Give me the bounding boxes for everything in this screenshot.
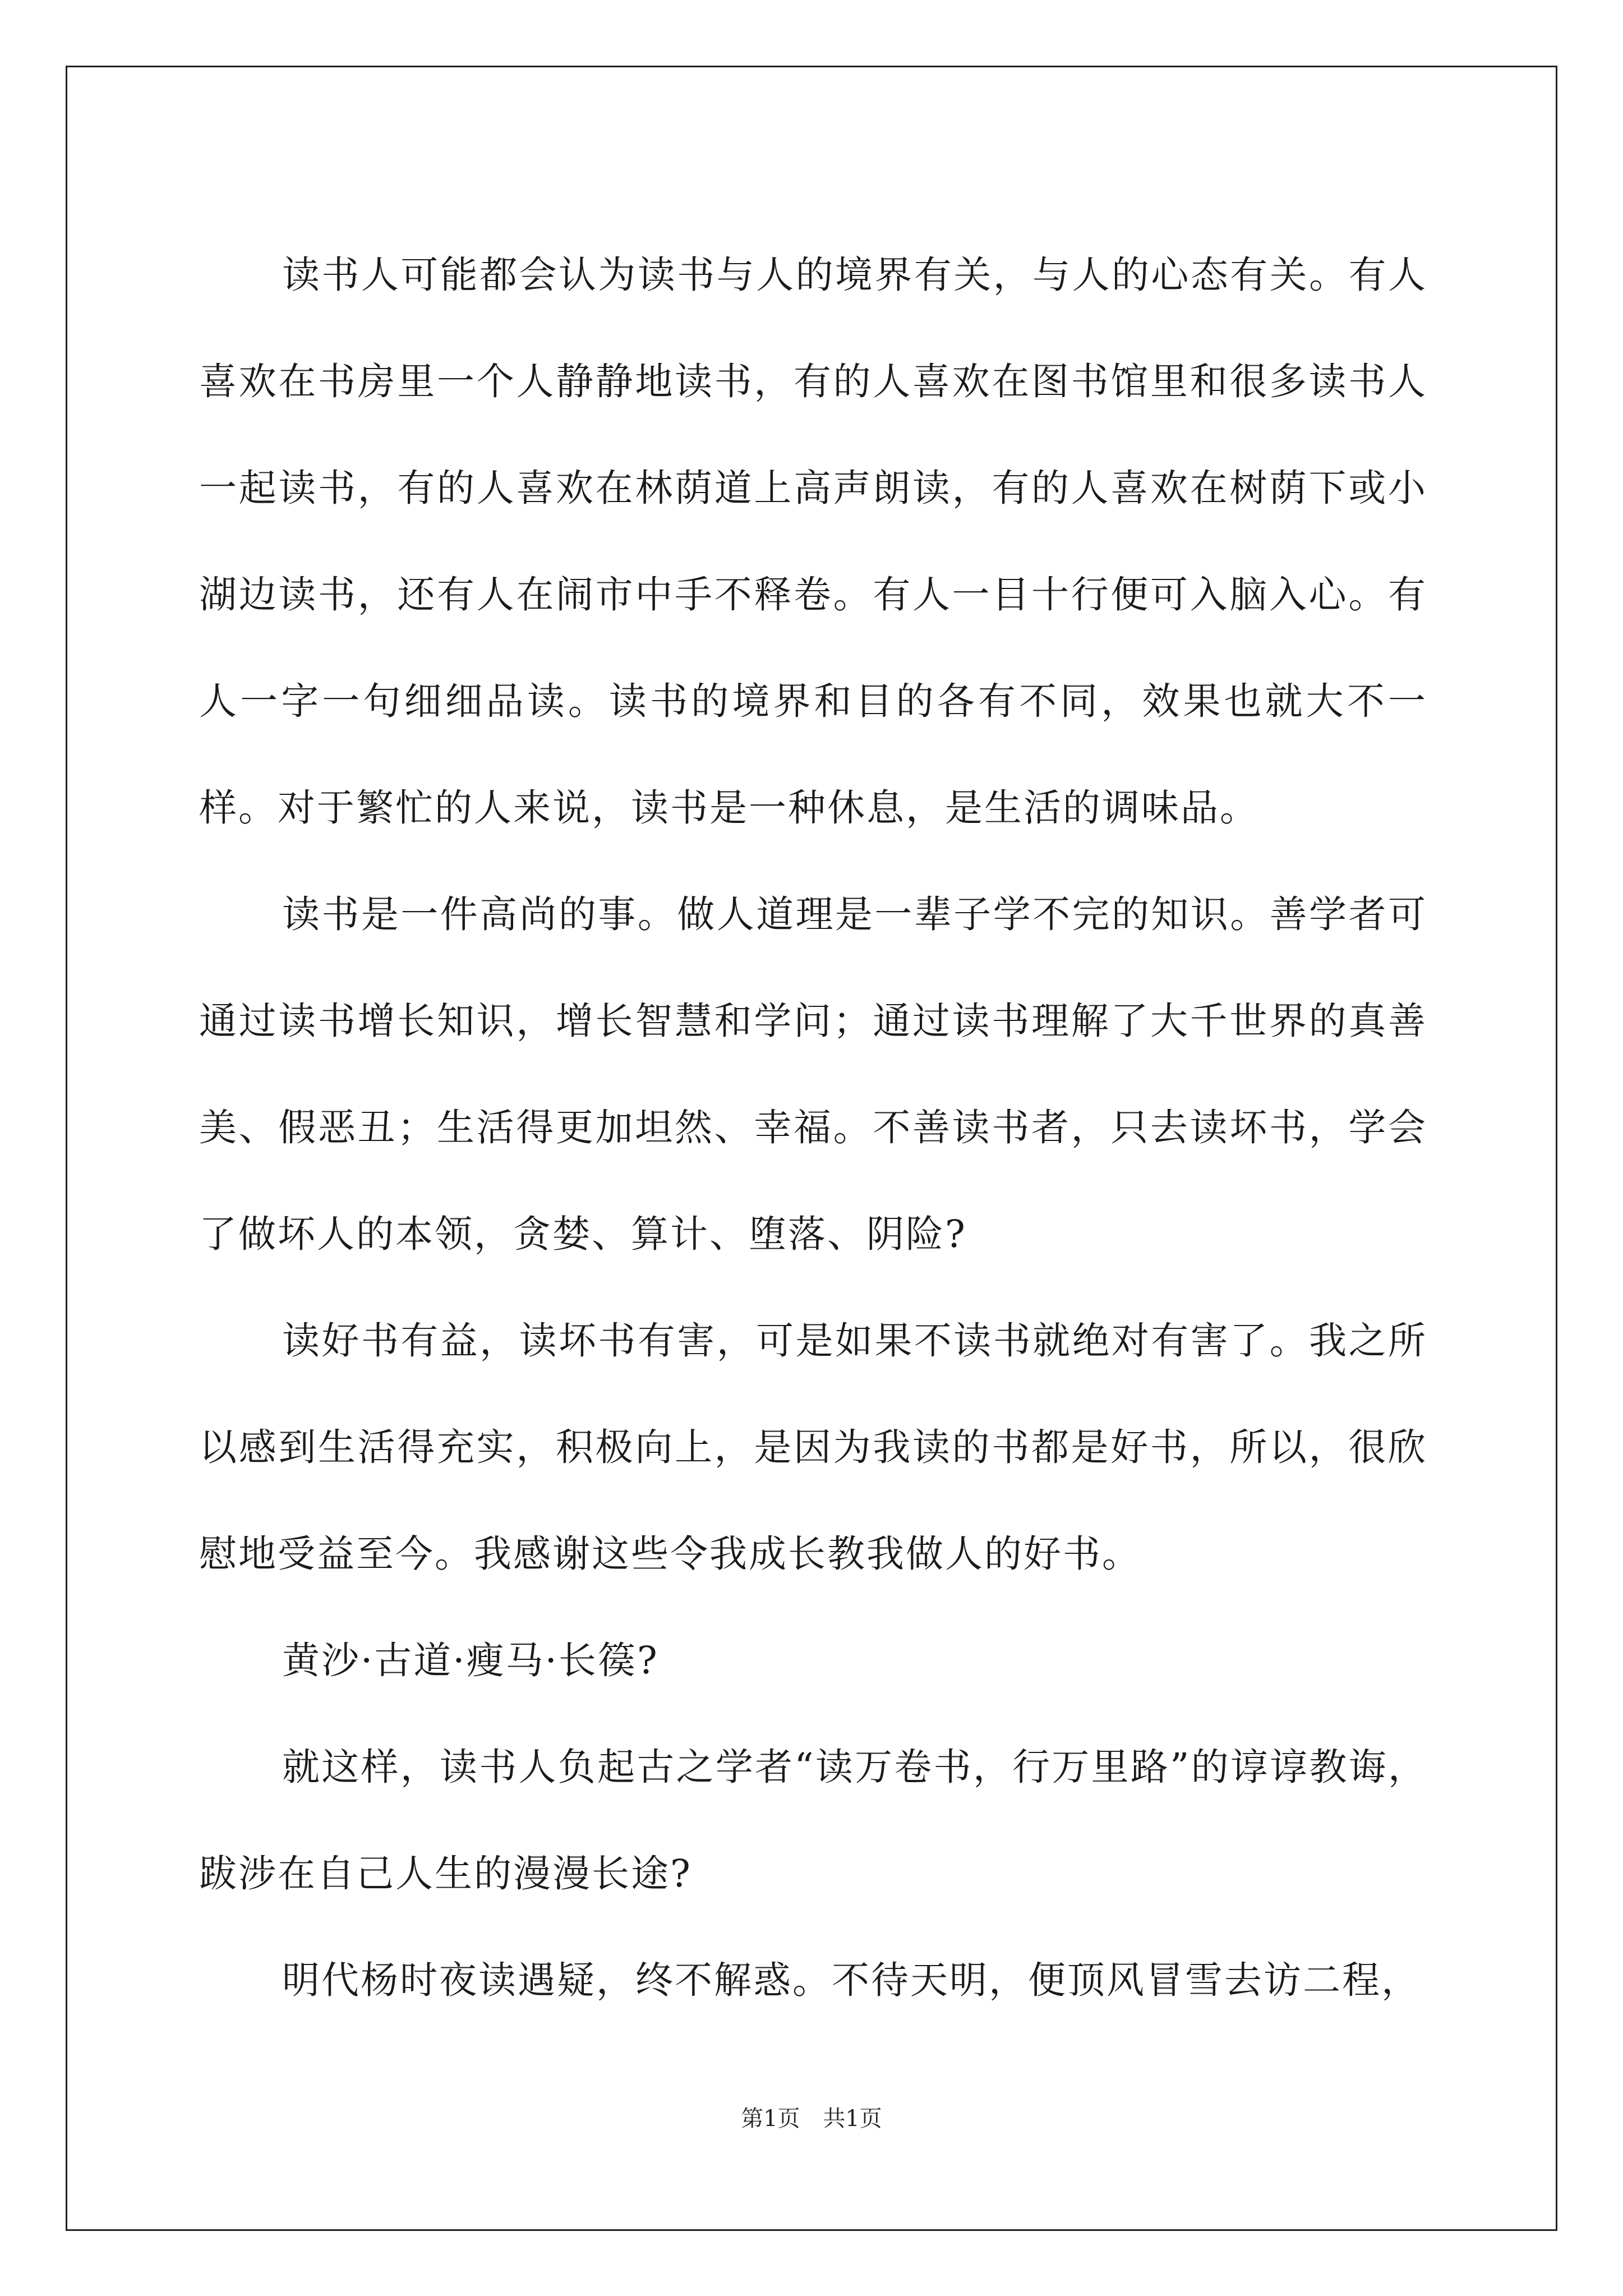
document-body [199, 222, 1427, 2033]
page-footer [0, 2101, 1623, 2133]
page-total: 共1页 [823, 2106, 882, 2132]
paragraph-6: 明代杨时夜读遇疑，终不解惑。不待天明，便顶风冒雪去访二程， [282, 1958, 1421, 2002]
paragraph-4: 黄沙·古道·瘦马·长篌? [282, 1639, 659, 1682]
paragraph-2: 读书是一件高尚的事。做人道理是一辈子学不完的知识。善学者可通过读书增长知识，增长智慧和学问；通过读书理解了大千世界的真善美、假恶丑；生活得更加坦然、幸福。不善读书者，只去读坏书，学会了做坏人的本领，贪婪、算计、堕落、阴险? [199, 892, 1427, 1256]
paragraph-3: 读好书有益，读坏书有害，可是如果不读书就绝对有害了。我之所以感到生活得充实，积极向上，是因为我读的书都是好书，所以，很欣慰地受益至今。我感谢这些令我成长教我做人的好书。 [199, 1319, 1427, 1576]
paragraph-1: 读书人可能都会认为读书与人的境界有关，与人的心态有关。有人喜欢在书房里一个人静静地读书，有的人喜欢在图书馆里和很多读书人一起读书，有的人喜欢在林荫道上高声朗读，有的人喜欢在树荫下或小湖边读书，还有人在闹市中手不释卷。有人一目十行便可入脑入心。有人一字一句细细品读。读书的境界和目的各有不同，效果也就大不一样。对于繁忙的人来说，读书是一种休息，是生活的调味品。 [199, 253, 1427, 830]
paragraph-5: 就这样，读书人负起古之学者“读万卷书，行万里路”的谆谆教诲，跋涉在自己人生的漫漫长途? [199, 1745, 1427, 1895]
page-number: 第1页 [741, 2106, 800, 2132]
